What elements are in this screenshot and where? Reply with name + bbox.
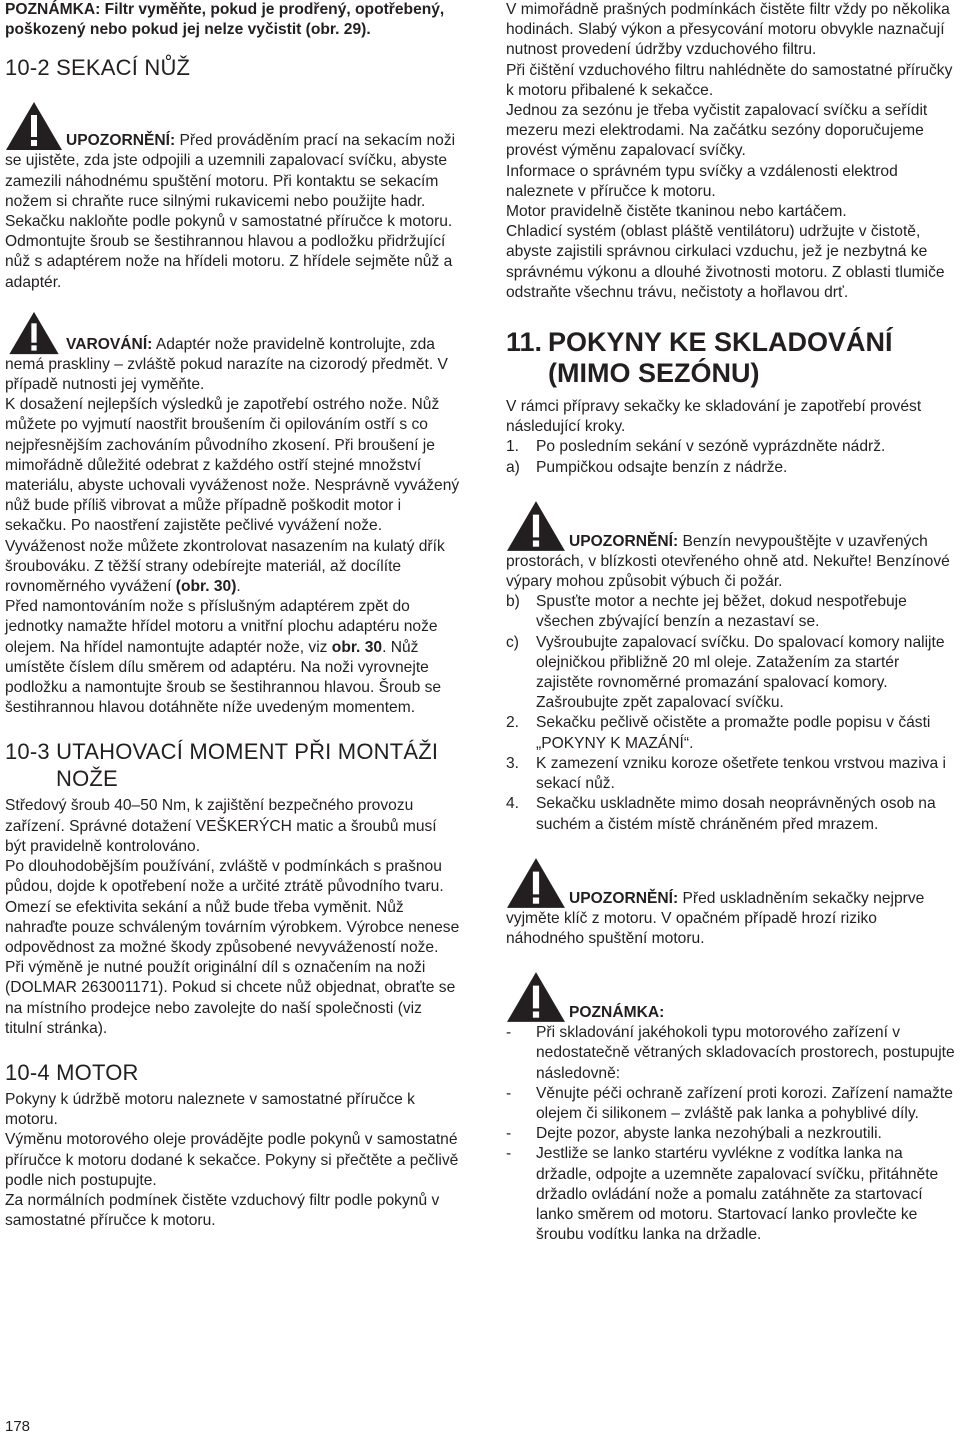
step-text: Sekačku pečlivě očistěte a promažte podle popisu v části „POKYNY K MAZÁNÍ“. [536,714,931,752]
text-run: . Nůž umístěte číslem dílu směrem od adaptéru. Na noži vyrovnejte podložku a namontujte šroub se šestihrannou hlavou. Šroub se šestihrannou hlavou dotáhněte níže uvedeným momentem. [5,638,442,717]
note-text: Věnujte péči ochraně zařízení proti korozi. Zařízení namažte olejem či silikonem – zvláště pak lanka a pohyblivé díly. [536,1084,953,1122]
air-filter-paragraph: Při čištění vzduchového filtru nahlédněte do samostatné příručky k motoru přibalené k sekačce. [506,61,953,99]
warning-triangle-icon [5,101,63,151]
list-marker: a) [506,458,520,476]
text-run: Před namontováním nože s příslušným adaptérem zpět do jednotky namažte hřídel motoru a vnitřní plochu adaptéru nože olejem. Na hřídel namontujte adaptér nože, viz [5,598,438,656]
note-label: POZNÁMKA: [569,1003,665,1021]
section-10-2-title: 10-2 SEKACÍ NŮŽ [5,55,191,81]
figure-ref: obr. 30 [331,638,383,656]
title-line: POKYNY KE SKLADOVÁNÍ [548,327,893,358]
figure-ref: (obr. 30) [175,578,237,596]
list-marker: 4. [506,795,520,813]
caution-fuel [506,500,958,592]
engine-paragraph-2: Výměnu motorového oleje provádějte podle pokynů v samostatné příručce k motoru dodané k sekačce. Pokyny si přečtěte a pečlivě podle nich postupujte. [5,1131,459,1189]
list-marker: 3. [506,754,520,772]
list-marker: c) [506,633,519,651]
engine-paragraph-3: Za normálních podmínek čistěte vzduchový filtr podle pokynů v samostatné příručce k motoru. [5,1191,440,1230]
step-2 [506,713,958,753]
warning-adapter [5,311,460,395]
warning-triangle-icon [506,500,566,552]
note-text: Dejte pozor, abyste lanka nezohýbali a nezkroutili. [536,1125,882,1143]
clean-engine-paragraph: Motor pravidelně čistěte tkaninou nebo kartáčem. [506,203,847,221]
caution-key [506,857,958,949]
note-item [506,1144,958,1245]
note-text: Jestliže se lanko startéru vyvlékne z vodítka lanka na držadle, odpojte a uzemněte zapalovací svíčku, přitáhněte držadlo ovládání nože a pomalu zatáhněte za startovací lanko směrem od motoru. Startovací lanko provlečte ke šroubu vodítku lanka na držadle. [536,1145,939,1244]
mounting-paragraph [5,597,460,718]
step-c [506,633,958,714]
caution-text: Benzín nevypouštějte v uzavřených prostorách, v blízkosti otevřeného ohně atd. Nekuřte! Benzínové výpary mohou způsobit výbuch či požár. [506,532,950,591]
caution-text: Před prováděním prací na sekacím noži se ujistěte, zda jste odpojili a uzemnili zapalovací svíčku, abyste zamezili náhodnému spuštění motoru. Při kontaktu se sekacím nožem si chraňte ruce silnými rukavicemi nebo použijte hadr. Sekačku nakloňte podle pokynů v samostatné příručce k motoru. Odmontujte šroub se šestihrannou hlavou a podložku přidržující nůž s adaptérem nože na hřídeli motoru. Z hřídele sejměte nůž a adaptér. [5,132,456,291]
caution-blade [5,101,460,292]
section-10-3-title [5,738,460,792]
step-1 [506,437,958,457]
note-item [506,1023,958,1084]
caution-label: UPOZORNĚNÍ: [569,889,679,907]
list-marker: 1. [506,438,520,456]
caution-text: Před uskladněním sekačky nejprve vyjměte klíč z motoru. V opačném případě hrozí riziko náhodného spuštění motoru. [506,889,925,947]
dusty-conditions-paragraph: V mimořádně prašných podmínkách čistěte filtr vždy po několika hodinách. Slabý výkon a přesycování motoru obvykle naznačují nutnost provedení údržby vzduchového filtru. [506,1,950,59]
step-a [506,458,958,478]
title-line: 10-3 UTAHOVACÍ MOMENT PŘI MONTÁŽI [5,739,439,765]
list-marker: - [506,1125,512,1143]
replacement-paragraph: Při výměně je nutné použít originální díl s označením na noži (DOLMAR 263001171). Pokud si chcete nůž objednat, obraťte se na místního prodejce nebo zavolejte do naší společnosti (viz titulní stránka). [5,959,456,1037]
step-text: Sekačku uskladněte mimo dosah neoprávněných osob na suchém a čistém místě chráněném před mrazem. [536,795,936,833]
note-list [506,1023,958,1245]
section-number: 11. [506,327,543,358]
warning-triangle-icon [506,971,566,1023]
step-4 [506,794,958,834]
list-marker: 2. [506,714,520,732]
title-line: (MIMO SEZÓNU) [548,358,760,389]
cooling-system-paragraph: Chladicí systém (oblast pláště ventilátoru) udržujte v čistotě, abyste zajistili správnou cirkulaci vzduchu, jež je nezbytná ke správnému výkonu a dlouhé životnosti motoru. Z oblasti tlumiče odstraňte všechnu trávu, nečistoty a hořlavou drť. [506,223,945,301]
page-number: 178 [5,1418,31,1435]
note-item [506,1124,958,1144]
section-10-4-title: 10-4 MOTOR [5,1059,139,1085]
step-text: K zamezení vzniku koroze ošetřete tenkou vrstvou maziva i sekací nůž. [536,754,946,793]
warning-triangle-icon [506,857,566,909]
warning-label: VAROVÁNÍ: [66,335,153,353]
note-text: Při skladování jakéhokoli typu motorového zařízení v nedostatečně větraných skladovacích prostorech, postupujte následovně: [536,1024,955,1082]
note-item [506,1084,958,1124]
step-b [506,592,958,632]
sharpening-paragraph [5,395,460,597]
warning-text: Adaptér nože pravidelně kontrolujte, zda nemá praskliny – zvláště pokud narazíte na cizorodý předmět. V případě nutnosti jej vyměňte. [5,335,448,394]
list-marker: - [506,1145,512,1163]
section-11-title [506,327,958,389]
text-run: . [236,578,241,596]
storage-intro: V rámci přípravy sekačky ke skladování je zapotřebí provést následující kroky. [506,398,922,436]
list-marker: - [506,1084,512,1102]
step-3 [506,754,958,794]
caution-label: UPOZORNĚNÍ: [569,532,679,550]
text-run: K dosažení nejlepších výsledků je zapotřebí ostrého nože. Nůž můžete po vyjmutí naostřit broušením či opilováním ostří s co nejpřesnějším zachováním původního zkosení. Při broušení je mimořádně důležité odebrat z každého ostří stejné množství materiálu, abyste uchovali vyváženost nože. Nesprávně vyvážený nůž bude příliš vibrovat a může případně poškodit motor i sekačku. Po naostření zajistěte pečlivé vyvážení nože. Vyváženost nože můžete zkontrolovat nasazením na kulatý dřík šroubováku. Z těžší strany odebírejte materiál, až docílíte rovnoměrného vyvážení [5,396,460,596]
list-marker: b) [506,593,520,611]
right-column [506,0,958,1245]
title-line: NOŽE [56,766,118,792]
wear-paragraph: Po dlouhodobějším používání, zvláště v podmínkách s prašnou půdou, dojde k opotřebení nože a určité ztrátě původního tvaru. Omezí se efektivita sekání a nůž bude třeba vyměnit. Nůž nahraďte pouze schváleným továrním výrobkem. Výrobce nenese odpovědnost za možné škody způsobené nevyvážeností nože. [5,858,460,956]
step-text: Po posledním sekání v sezóně vyprázdněte nádrž. [536,438,886,456]
left-column [5,0,460,1231]
caution-label: UPOZORNĚNÍ: [66,132,176,150]
step-text: Vyšroubujte zapalovací svíčku. Do spalovací komory nalijte olejničkou přibližně 20 ml oleje. Zatažením za startér zajistěte rovnoměrné promazání spalovací komory. Zašroubujte zpět zapalovací svíčku. [536,633,945,712]
filter-note: POZNÁMKA: Filtr vyměňte, pokud je prodřený, opotřebený, poškozený nebo pokud jej nelze vyčistit (obr. 29). [5,1,445,39]
spark-plug-paragraph: Jednou za sezónu je třeba vyčistit zapalovací svíčku a seřídit mezeru mezi elektrodami. Na začátku sezóny doporučujeme provést výměnu zapalovací svíčky. [506,102,928,160]
note-heading [506,971,958,1023]
torque-paragraph: Středový šroub 40–50 Nm, k zajištění bezpečného provozu zařízení. Správné dotažení VEŠKERÝCH matic a šroubů musí být pravidelně kontrolováno. [5,797,437,855]
step-text: Spusťte motor a nechte jej běžet, dokud nespotřebuje všechen zbývající benzín a nezastaví se. [536,593,907,631]
warning-triangle-icon [5,311,63,355]
step-text: Pumpičkou odsajte benzín z nádrže. [536,458,788,476]
spark-plug-info-paragraph: Informace o správném typu svíčky a vzdálenosti elektrod naleznete v příručce k motoru. [506,162,898,200]
engine-paragraph-1: Pokyny k údržbě motoru naleznete v samostatné příručce k motoru. [5,1090,415,1129]
list-marker: - [506,1024,512,1042]
